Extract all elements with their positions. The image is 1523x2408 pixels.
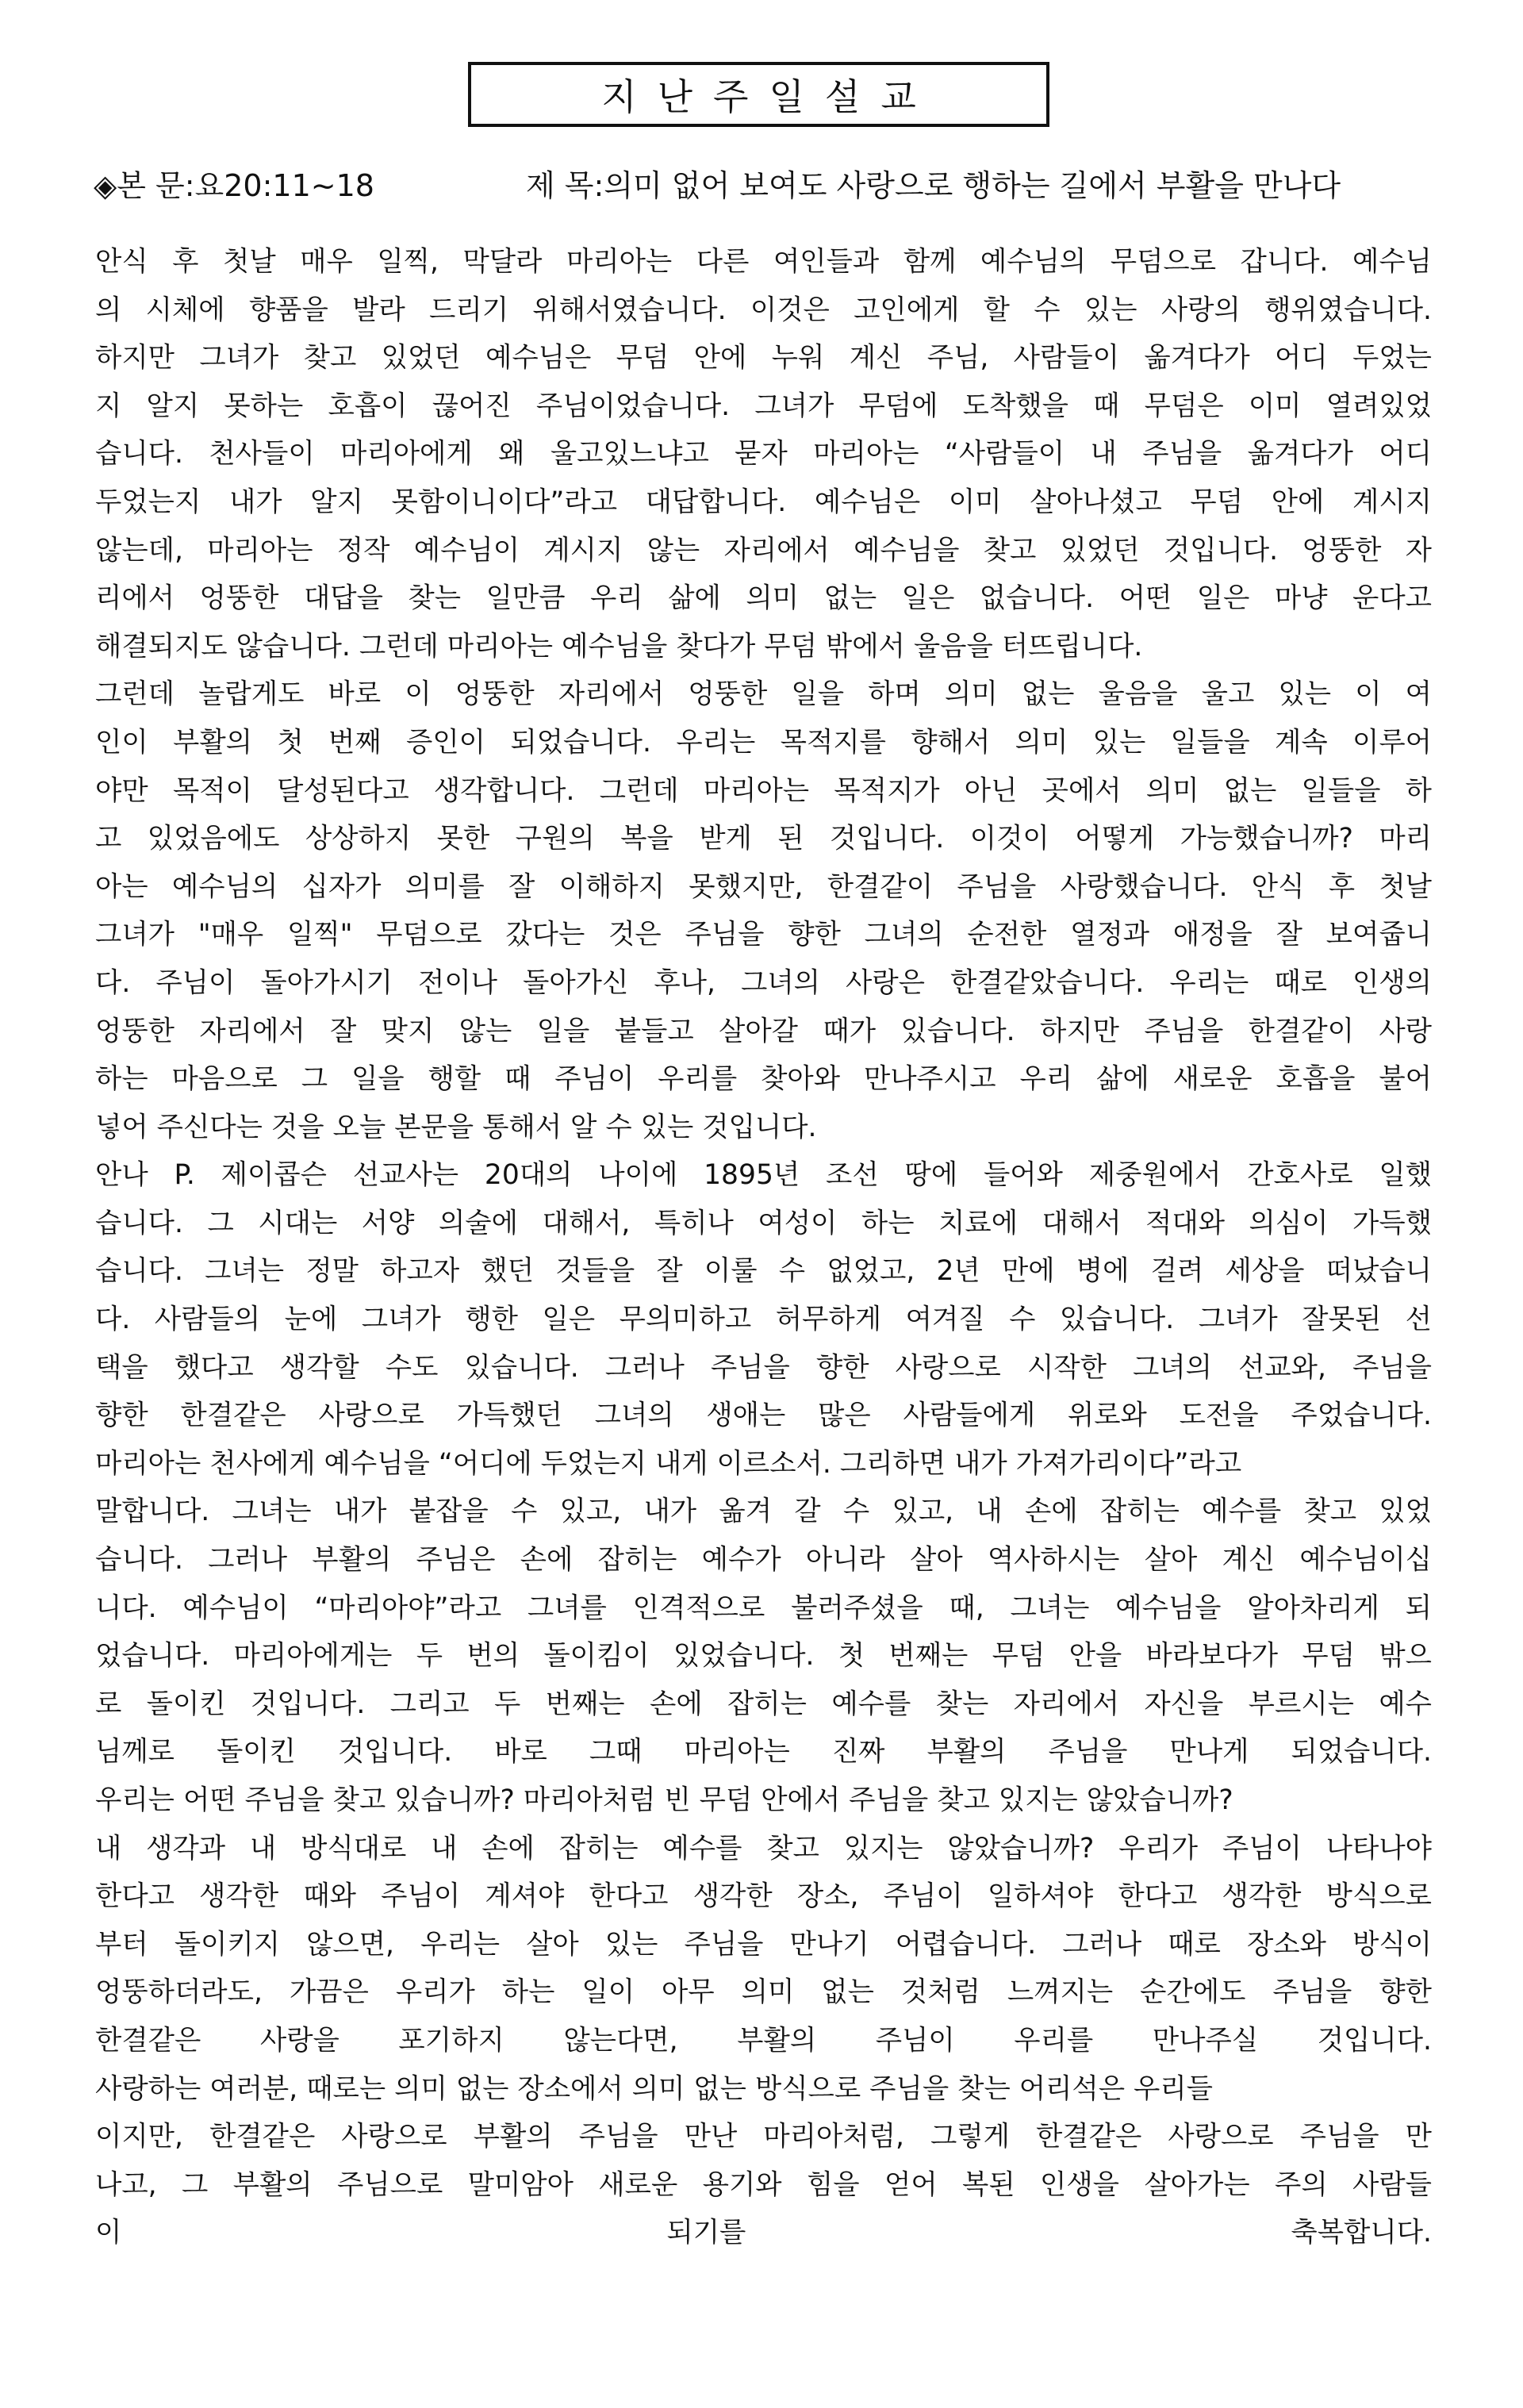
text-line: 한결같은 사랑을 포기하지 않는다면, 부활의 주님이 우리를 만나주실 것입니다. (95, 2024, 1432, 2057)
text-line: 다. 사람들의 눈에 그녀가 행한 일은 무의미하고 허무하게 여겨질 수 있습니다. 그녀가 잘못된 선 (95, 1304, 1432, 1336)
text-line: 두었는지 내가 알지 못함이니이다”라고 대답합니다. 예수님은 이미 살아나셨고 무덤 안에 계시지 (95, 486, 1432, 518)
text-line: 택을 했다고 생각할 수도 있습니다. 그러나 주님을 향한 사랑으로 시작한 그녀의 선교와, 주님을 (95, 1351, 1432, 1384)
text-line: 지 알지 못하는 호흡이 끊어진 주님이었습니다. 그녀가 무덤에 도착했을 때 무덤은 이미 열려있었 (95, 390, 1432, 422)
text-line: 그녀가 "매우 일찍" 무덤으로 갔다는 것은 주님을 향한 그녀의 순전한 열정과 애정을 잘 보여줍니 (95, 919, 1432, 951)
text-line: 말합니다. 그녀는 내가 붙잡을 수 있고, 내가 옮겨 갈 수 있고, 내 손에 잡히는 예수를 찾고 있었 (95, 1496, 1432, 1528)
text-line: 나고, 그 부활의 주님으로 말미암아 새로운 용기와 힘을 얻어 복된 인생을 살아가는 주의 사람들 (95, 2168, 1432, 2201)
text-line: 의 시체에 향품을 발라 드리기 위해서였습니다. 이것은 고인에게 할 수 있는 사랑의 행위였습니다. (95, 294, 1432, 326)
text-line: 이지만, 한결같은 사랑으로 부활의 주님을 만난 마리아처럼, 그렇게 한결같은 사랑으로 주님을 만 (95, 2121, 1432, 2153)
text-line: 야만 목적이 달성된다고 생각합니다. 그런데 마리아는 목적지가 아닌 곳에서 의미 없는 일들을 하 (95, 774, 1432, 807)
text-line: 고 있었음에도 상상하지 못한 구원의 복을 받게 된 것입니다. 이것이 어떻게 가능했습니까? 마리 (95, 823, 1432, 855)
text-line: 습니다. 천사들이 마리아에게 왜 울고있느냐고 묻자 마리아는 “사람들이 내 주님을 옮겨다가 어디 (95, 438, 1432, 470)
text-line: 이 되기를 축복합니다. (95, 2217, 1432, 2249)
page-title: 지난주일설교 (601, 75, 937, 118)
text-line: 하는 마음으로 그 일을 행할 때 주님이 우리를 찾아와 만나주시고 우리 삶에 새로운 호흡을 불어 (95, 1063, 1432, 1096)
text-line: 아는 예수님의 십자가 의미를 잘 이해하지 못했지만, 한결같이 주님을 사랑했습니다. 안식 후 첫날 (95, 870, 1432, 903)
text-line: 내 생각과 내 방식대로 내 손에 잡히는 예수를 찾고 있지는 않았습니까? 우리가 주님이 나타나야 (95, 1832, 1432, 1865)
text-line: 하지만 그녀가 찾고 있었던 예수님은 무덤 안에 누워 계신 주님, 사람들이 옮겨다가 어디 두었는 (95, 342, 1432, 374)
text-line: 부터 돌이키지 않으면, 우리는 살아 있는 주님을 만나기 어렵습니다. 그러나 때로 장소와 방식이 (95, 1928, 1432, 1961)
text-line: 그런데 놀랍게도 바로 이 엉뚱한 자리에서 엉뚱한 일을 하며 의미 없는 울음을 울고 있는 이 여 (95, 678, 1432, 711)
text-line: 않는데, 마리아는 정작 예수님이 계시지 않는 자리에서 예수님을 찾고 있었던 것입니다. 엉뚱한 자 (95, 534, 1432, 566)
text-line: 니다. 예수님이 “마리아야”라고 그녀를 인격적으로 불러주셨을 때, 그녀는 예수님을 알아차리게 되 (95, 1592, 1432, 1624)
title-box (468, 62, 1049, 127)
text-line: 향한 한결같은 사랑으로 가득했던 그녀의 생애는 많은 사람들에게 위로와 도전을 주었습니다. (95, 1400, 1432, 1432)
text-line: 리에서 엉뚱한 대답을 찾는 일만큼 우리 삶에 의미 없는 일은 없습니다. 어떤 일은 마냥 운다고 (95, 582, 1432, 615)
text-line: 엉뚱하더라도, 가끔은 우리가 하는 일이 아무 의미 없는 것처럼 느껴지는 순간에도 주님을 향한 (95, 1976, 1432, 2009)
text-line: 로 돌이킨 것입니다. 그리고 두 번째는 손에 잡히는 예수를 찾는 자리에서 자신을 부르시는 예수 (95, 1688, 1432, 1720)
text-line: 습니다. 그녀는 정말 하고자 했던 것들을 잘 이룰 수 없었고, 2년 만에 병에 걸려 세상을 떠났습니 (95, 1255, 1432, 1288)
text-line: 인이 부활의 첫 번째 증인이 되었습니다. 우리는 목적지를 향해서 의미 있는 일들을 계속 이루어 (95, 726, 1432, 759)
text-line: 안식 후 첫날 매우 일찍, 막달라 마리아는 다른 여인들과 함께 예수님의 무덤으로 갑니다. 예수님 (95, 246, 1432, 278)
text-line: 엉뚱한 자리에서 잘 맞지 않는 일을 붙들고 살아갈 때가 있습니다. 하지만 주님을 한결같이 사랑 (95, 1015, 1432, 1047)
scripture-passage: ◈본 문:요20:11~18 (94, 168, 374, 203)
text-line: 한다고 생각한 때와 주님이 계셔야 한다고 생각한 장소, 주님이 일하셔야 한다고 생각한 방식으로 (95, 1880, 1432, 1913)
text-line: 었습니다. 마리아에게는 두 번의 돌이킴이 있었습니다. 첫 번째는 무덤 안을 바라보다가 무덤 밖으 (95, 1640, 1432, 1673)
text-line: 사랑하는 여러분, 때로는 의미 없는 장소에서 의미 없는 방식으로 주님을 찾는 어리석은 우리들 (95, 2072, 1213, 2105)
sermon-header (94, 162, 1442, 209)
text-line: 습니다. 그 시대는 서양 의술에 대해서, 특히나 여성이 하는 치료에 대해서 적대와 의심이 가득했 (95, 1207, 1432, 1239)
text-line: 습니다. 그러나 부활의 주님은 손에 잡히는 예수가 아니라 살아 역사하시는 살아 계신 예수님이십 (95, 1544, 1432, 1577)
sermon-body (95, 238, 1432, 2257)
text-line: 다. 주님이 돌아가시기 전이나 돌아가신 후나, 그녀의 사랑은 한결같았습니다. 우리는 때로 인생의 (95, 966, 1432, 999)
text-line: 넣어 주신다는 것을 오늘 본문을 통해서 알 수 있는 것입니다. (95, 1111, 817, 1143)
text-line: 안나 P. 제이콥슨 선교사는 20대의 나이에 1895년 조선 땅에 들어와 제중원에서 간호사로 일했 (95, 1159, 1432, 1192)
text-line: 님께로 돌이킨 것입니다. 바로 그때 마리아는 진짜 부활의 주님을 만나게 되었습니다. (95, 1736, 1432, 1769)
text-line: 우리는 어떤 주님을 찾고 있습니까? 마리아처럼 빈 무덤 안에서 주님을 찾고 있지는 않았습니까? (95, 1784, 1233, 1816)
sermon-subject: 제 목:의미 없어 보여도 사랑으로 행하는 길에서 부활을 만나다 (526, 168, 1341, 203)
text-line: 마리아는 천사에게 예수님을 “어디에 두었는지 내게 이르소서. 그리하면 내가 가져가리이다”라고 (95, 1447, 1242, 1480)
text-line: 해결되지도 않습니다. 그런데 마리아는 예수님을 찾다가 무덤 밖에서 울음을 터뜨립니다. (95, 630, 1143, 662)
